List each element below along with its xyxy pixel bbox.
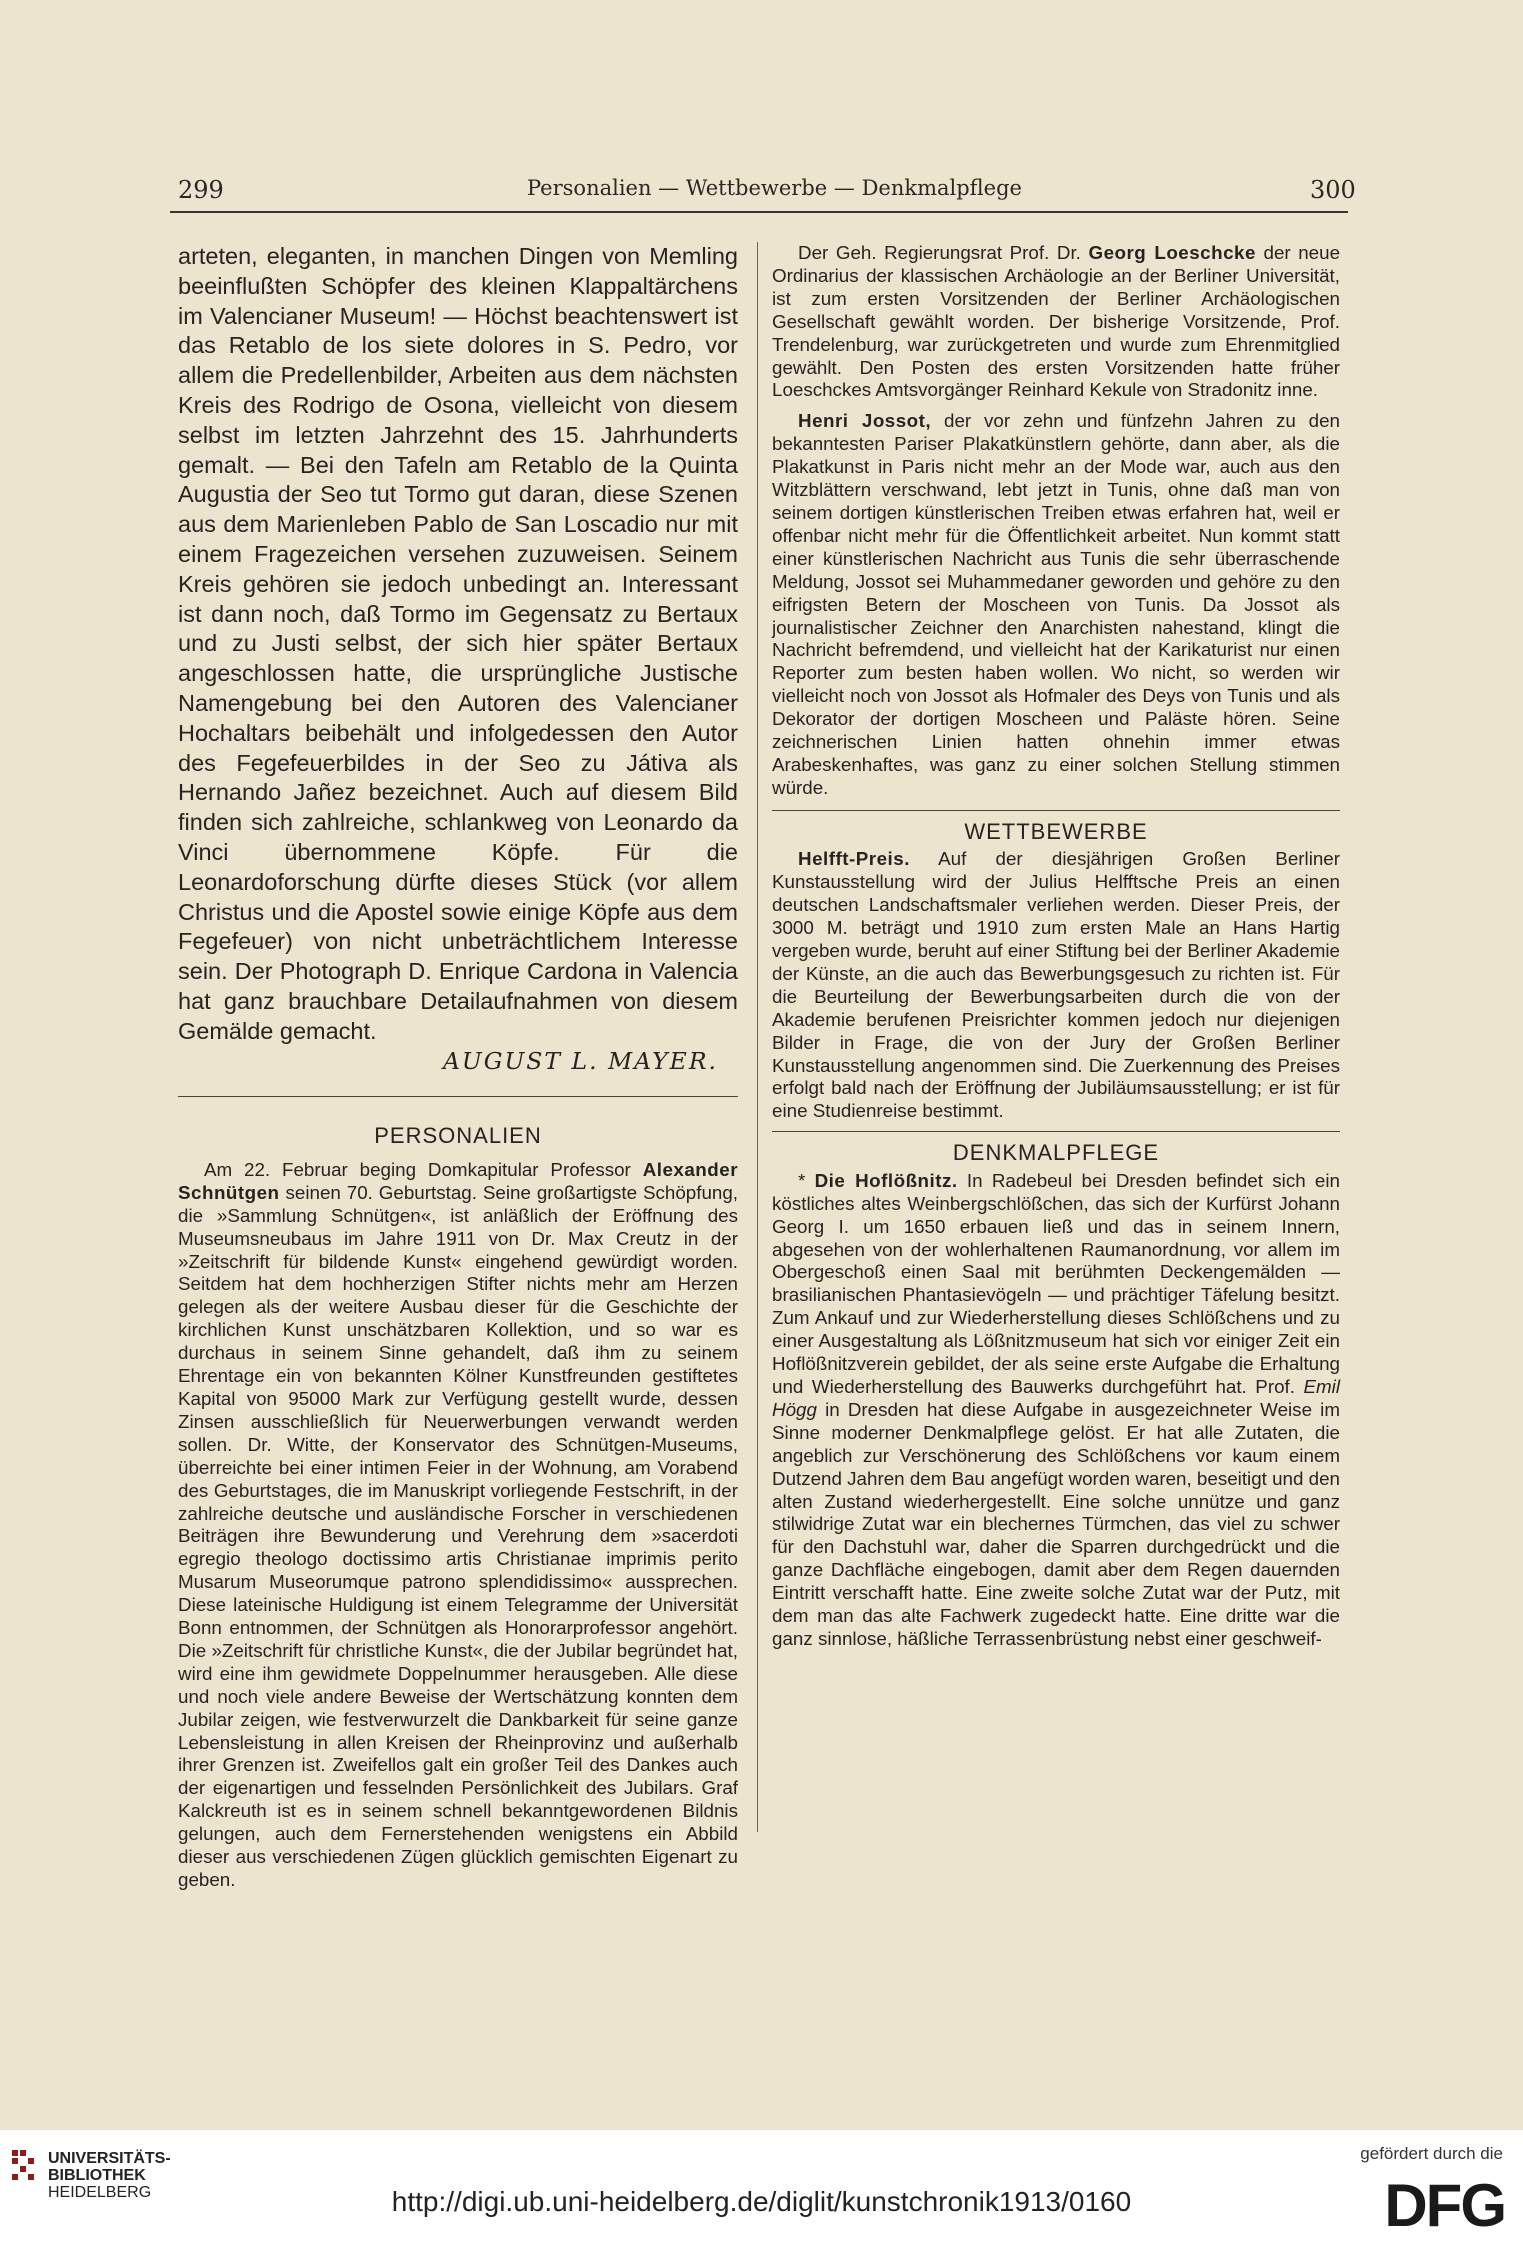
section-title-wettbewerbe: WETTBEWERBE: [964, 818, 1148, 844]
person-name-jossot: Henri Jossot,: [798, 410, 932, 432]
paragraph-body: Auf der diesjährigen Großen Berliner Kunstausstellung wird der Julius Helfftsche Preis an einen deutschen Landschaftsmaler verliehen werden. Dieser Preis, der 3000 M. beträgt und 1910 zum ersten Male an Hans Hartig vergeben wurde, beruht auf einer Stiftung bei der Berliner Akademie der Künste, an die auch das Bewerbungsgesuch zu richten ist. Für die Beurteilung der Bewerbungsarbeiten durch die von der Akademie berufenen Preisrichter kommen jedoch nur diejenigen Bilder in Frage, die von der Jury der Großen Berliner Kunstausstellung angenommen sind. Die Zuerkennung des Preises erfolgt bald nach der Eröffnung der Jubiläumsausstellung; er ist für eine Studienreise bestimmt.: [772, 848, 1341, 1122]
library-name-line3: HEIDELBERG: [48, 2184, 152, 2201]
dfg-logo: DFG: [1384, 2172, 1505, 2239]
schnuetgen-paragraph: [178, 1159, 738, 1892]
paragraph-body: seinen 70. Geburtstag. Seine großartigste Schöpfung, die »Sammlung Schnütgen«, ist anläßlich der Eröffnung des Museumsneubaus im Jahre 1911 von Dr. Max Creutz in der »Zeitschrift für bildende Kunst« eingehend gewürdigt worden. Seitdem hat dem hochherzigen Stifter nichts mehr am Herzen gelegen als der weitere Ausbau dieser für die Geschichte der kirchlichen Kunst unschätzbaren Kollektion, und so war es durchaus in seinem Sinne gehandelt, daß ihm zu seinem Ehrentage ein von bekannten Kölner Kunstfreunden gestiftetes Kapital von 95000 Mark zur Verfügung gestellt wurde, dessen Zinsen ausschließlich für Neuerwerbungen verwandt werden sollen. Dr. Witte, der Konservator des Schnütgen-Museums, überreichte bei einer intimen Feier in der Wohnung, am Vorabend des Geburtstages, die im Manuskript vorliegende Festschrift, in der zahlreiche deutsche und ausländische Forscher in verschiedenen Beiträgen ihre Bewunderung und Verehrung dem »sacerdoti egregio theologo doctissimo artis Christianae imprimis perito Musarum Museorumque patrono splendidissimo« aussprechen. Diese lateinische Huldigung ist einem Telegramme der Universität Bonn entnommen, der Schnütgen als Honorarprofessor angehört. Die »Zeitschrift für christliche Kunst«, die der Jubilar begründet hat, wird eine ihm gewidmete Doppelnummer herausgeben. Alle diese und noch viele andere Beweise der Wertschätzung konnten dem Jubilar zeigen, wie festverwurzelt die Dankbarkeit für seine ganze Lebensleistung in allen Kreisen der Rheinprovinz und außerhalb ihrer Grenzen ist. Zweifellos galt ein großer Teil des Dankes auch der eigenartigen und fesselnden Persönlichkeit des Jubilars. Graf Kalckreuth ist es in seinem schnell bekanntgewordenen Bildnis gelungen, auch dem Fernerstehenden wenigstens ein Abbild dieser aus verschiedenen Zügen glücklich gemischten Eigenart zu geben.: [178, 1181, 738, 1890]
hoflössnitz-paragraph: [772, 1170, 1340, 1651]
library-name-line2: BIBLIOTHEK: [48, 2167, 146, 2184]
helfft-paragraph: [772, 848, 1340, 1123]
section-title-personalien: PERSONALIEN: [374, 1123, 542, 1149]
page-number-left: 299: [178, 176, 224, 204]
asterisk: *: [798, 1169, 806, 1191]
section-rule: [772, 810, 1340, 811]
page-number-right: 300: [1310, 176, 1356, 204]
digitization-footer: [0, 2130, 1523, 2243]
source-url-link[interactable]: http://digi.ub.uni-heidelberg.de/diglit/kunstchronik1913/0160: [391, 2186, 1132, 2217]
paragraph-body: In Radebeul bei Dresden befindet sich ein köstliches altes Weinbergschlößchen, das sich der Kurfürst Johann Georg I. um 1650 erbauen ließ und das in seinem Innern, abgesehen von der wohlerhaltenen Raumanordnung, vor allem im Obergeschoß einen Saal mit berühmten Deckengemälden — brasilianischen Phantasievögeln — und prächtiger Täfelung besitzt. Zum Ankauf und zur Wiederherstellung dieses Schlößchens und zu einer Ausgestaltung als Lößnitzmuseum hat sich vor einiger Zeit ein Hoflößnitzverein gebildet, der als seine erste Aufgabe die Erhaltung und Wiederherstellung des Bauwerks durchgeführt hat. Prof.: [772, 1169, 1340, 1397]
author-signature: AUGUST L. MAYER.: [442, 1046, 718, 1075]
section-rule: [772, 1131, 1340, 1132]
paragraph-opening: Der Geh. Regierungsrat Prof. Dr.: [798, 242, 1081, 263]
column-divider: [757, 242, 758, 1832]
jossot-paragraph: [772, 410, 1340, 799]
paragraph-body-continued: in Dresden hat diese Aufgabe in ausgezeichneter Weise im Sinne moderner Denkmalpflege gelöst. Er hat alle Zutaten, die angeblich zur Verschönerung des Schlößchens vor kaum einem Dutzend Jahren dem Bau angefügt worden waren, beseitigt und den alten Zustand wiederhergestellt. Eine solche unnütze und ganz stilwidrige Zutat war ein blechernes Türmchen, das viel zu schwer für den Dachstuhl war, daher die Sparren durchgedrückt und die ganze Dachfläche eingebogen, damit aber dem Regen dauernden Eintritt verschafft hatte. Eine zweite solche Zutat war der Putz, mit dem man das alte Fachwerk zugedeckt hatte. Eine dritte war die ganz sinnlose, häßliche Terrassenbrüstung nebst einer geschweif-: [772, 1398, 1340, 1649]
loeschcke-paragraph: [772, 242, 1340, 402]
prize-name-helfft: Helfft-Preis.: [798, 848, 910, 870]
paragraph-body: der vor zehn und fünfzehn Jahren zu den bekanntesten Pariser Plakatkünstlern gehörte, dann aber, als die Plakatkunst in Paris nicht mehr an der Mode war, auch aus den Witzblättern verschwand, lebt jetzt in Tunis, ohne daß man von seinem dortigen künstlerischen Treiben etwas erfahren hat, weil er offenbar nicht mehr für die Öffentlichkeit arbeitet. Nun kommt statt einer künstlerischen Nachricht aus Tunis die sehr überraschende Meldung, Jossot sei Muhammedaner geworden und gehöre zu den eifrigsten Betern der Moscheen von Tunis. Da Jossot als journalistischer Zeichner den Anarchisten nahestand, klingt die Nachricht befremdend, und vielleicht hat der Karikaturist nur einen Reporter zum besten haben wollen. Wo nicht, so werden wir vielleicht noch von Jossot als Hofmaler des Deys von Tunis und als Dekorator der dortigen Moscheen und Paläste hören. Seine zeichnerischen Linien hatten ohnehin immer etwas Arabeskenhaftes, was ganz zu einer solchen Stellung stimmen würde.: [772, 410, 1340, 798]
right-column: [772, 242, 1340, 1651]
library-name-line1: UNIVERSITÄTS-: [48, 2150, 171, 2167]
running-header: Personalien — Wettbewerbe — Denkmalpflege: [527, 176, 1022, 200]
person-name-hoegg: Emil Högg: [772, 1375, 1340, 1420]
person-name-loeschcke: Georg Loeschcke: [1088, 242, 1256, 263]
paragraph-opening: Am 22. Februar beging Domkapitular Professor: [204, 1158, 631, 1180]
section-title-denkmalpflege: DENKMALPFLEGE: [952, 1140, 1160, 1166]
section-rule: [178, 1096, 738, 1097]
paragraph-body: der neue Ordinarius der klassischen Archäologie an der Berliner Universität, ist zum ersten Vorsitzenden der Berliner Archäologischen Gesellschaft gewählt worden. Der bisherige Vorsitzende, Prof. Trendelenburg, war zurückgetreten und wurde zum Ehrenmitglied gewählt. Den Posten des ersten Vorsitzenden hatte früher Loeschckes Amtsvorgänger Reinhard Kekule von Stradonitz inne.: [772, 242, 1341, 401]
mayer-review-text: arteten, eleganten, in manchen Dingen von Memling beeinflußten Schöpfer des kleinen Klappaltärchens im Valencianer Museum! — Höchst beachtenswert ist das Retablo de los siete dolores in S. Pedro, vor allem die Predellenbilder, Arbeiten aus dem nächsten Kreis des Rodrigo de Osona, vielleicht von diesem selbst im letzten Jahrzehnt des 15. Jahrhunderts gemalt. — Bei den Tafeln am Retablo de la Quinta Augustia der Seo tut Tormo gut daran, diese Szenen aus dem Marienleben Pablo de San Loscadio nur mit einem Fragezeichen versehen zuzuweisen. Seinem Kreis gehören sie jedoch unbedingt an. Interessant ist dann noch, daß Tormo im Gegensatz zu Bertaux und zu Justi selbst, der sich hier später Bertaux angeschlossen hatte, die ursprüngliche Justische Namengebung bei den Autoren des Valencianer Hochaltars beibehält und infolgedessen den Autor des Fegefeuerbildes in der Seo zu Játiva als Hernando Jañez bezeichnet. Auch auf diesem Bild finden sich zahlreiche, schlankweg von Leonardo da Vinci übernommene Köpfe. Für die Leonardoforschung dürfte dieses Stück (vor allem Christus und die Apostel sowie einige Köpfe aus dem Fegefeuer) von nicht unbeträchtlichem Interesse sein. Der Photograph D. Enrique Cardona in Valencia hat ganz brauchbare Detailaufnahmen von diesem Gemälde gemacht.: [178, 243, 738, 1044]
funding-caption: gefördert durch die: [1360, 2144, 1503, 2163]
header-rule: [170, 211, 1348, 213]
left-column: [178, 242, 738, 1892]
person-name-schnuetgen: Alexander Schnütgen: [178, 1158, 739, 1203]
topic-name-hoflössnitz: Die Hoflößnitz.: [814, 1169, 958, 1191]
